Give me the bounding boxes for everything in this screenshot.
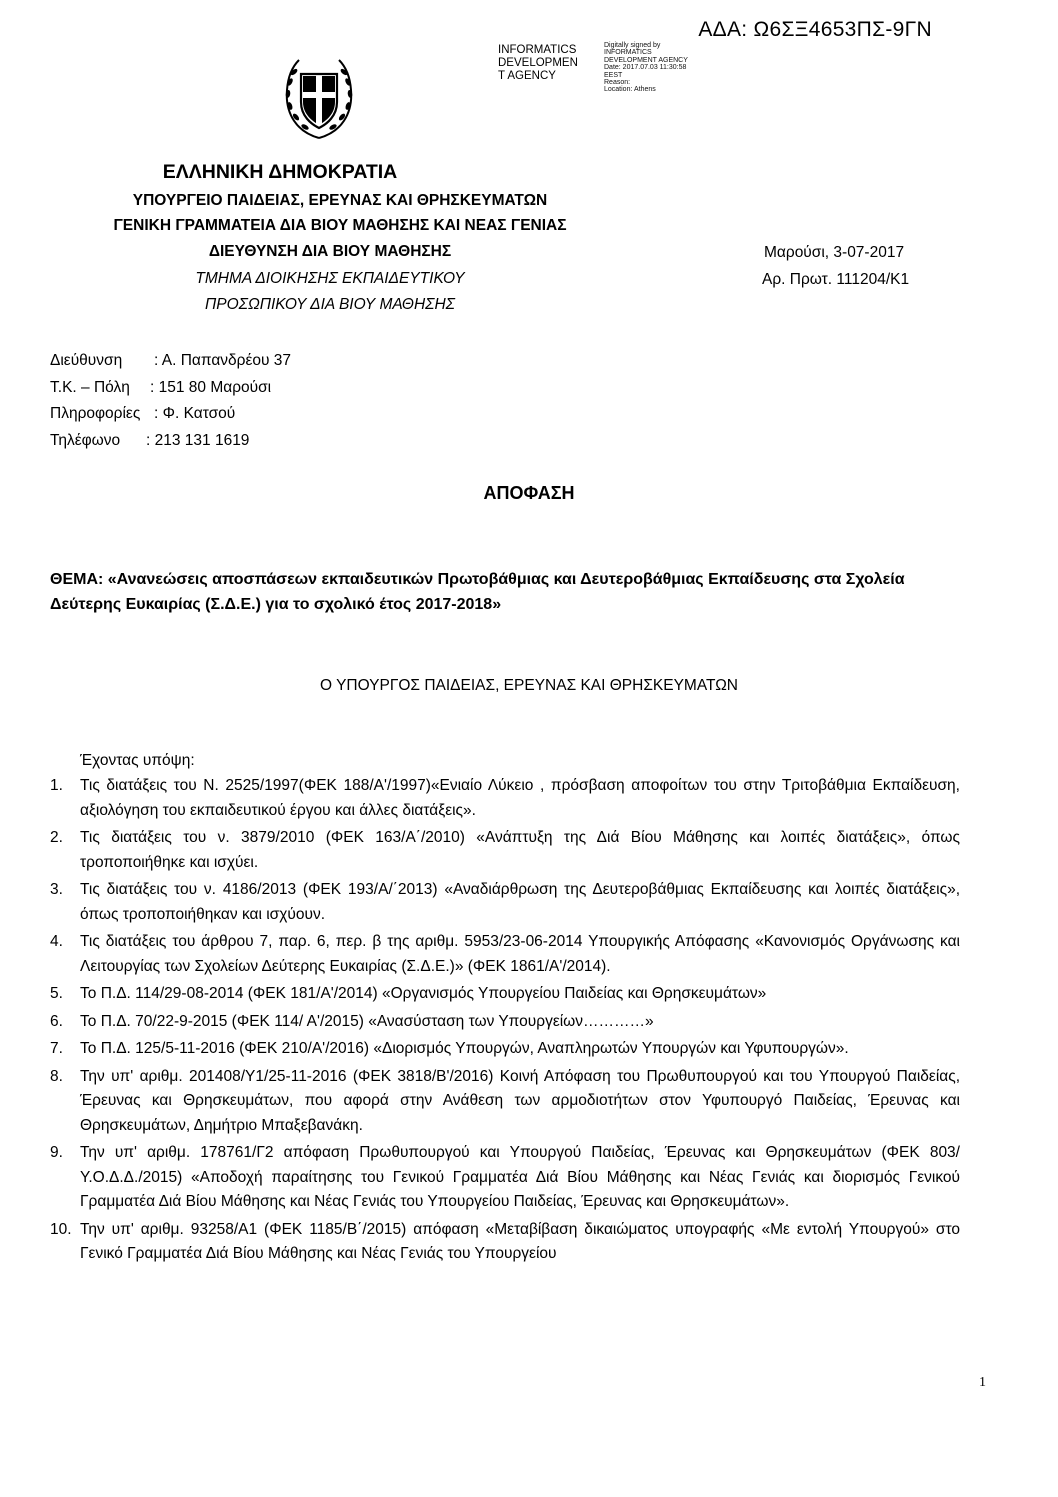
contact-label: Διεύθυνση	[50, 352, 123, 369]
signature-organization	[498, 44, 578, 83]
signature-org-line: DEVELOPMEN	[498, 57, 578, 69]
list-item-text: Το Π.Δ. 114/29-08-2014 (ΦΕΚ 181/Α'/2014) «Οργανισμός Υπουργείου Παιδείας και Θρησκευμάτων»	[80, 985, 767, 1002]
signature-details	[604, 42, 688, 94]
protocol-number: Αρ. Πρωτ. 111204/Κ1	[762, 271, 910, 288]
contact-value: : 213 131 1619	[146, 431, 250, 449]
page-number: 1	[979, 1375, 986, 1390]
subject-text: ΘΕΜΑ: «Ανανεώσεις αποσπάσεων εκπαιδευτικών Πρωτοβάθμιας και Δευτεροβάθμιας Εκπαίδευσης στα Σχολεία Δεύτερης Ευκαιρίας (Σ.Δ.Ε.) για το σχολικό έτος 2017-2018»	[50, 571, 905, 613]
list-item	[50, 982, 960, 1007]
list-item	[50, 1218, 960, 1267]
list-item-text: Τις διατάξεις του ν. 4186/2013 (ΦΕΚ 193/Α/΄2013) «Αναδιάρθρωση της Δευτεροβάθμιας Εκπαίδευσης και λοιπές διατάξεις», όπως τροποποιήθηκαν και ισχύουν.	[80, 881, 960, 923]
contact-row	[50, 348, 291, 375]
contact-block	[50, 348, 291, 454]
contact-row	[50, 428, 291, 455]
signature-detail-line: Reason:	[604, 79, 631, 87]
considerations-list	[50, 774, 960, 1270]
department-heading-line2: ΠΡΟΣΩΠΙΚΟΥ ΔΙΑ ΒΙΟΥ ΜΑΘΗΣΗΣ	[205, 296, 455, 313]
secretariat-heading: ΓΕΝΙΚΗ ΓΡΑΜΜΑΤΕΙΑ ΔΙΑ ΒΙΟΥ ΜΑΘΗΣΗΣ ΚΑΙ ΝΕΑΣ ΓΕΝΙΑΣ	[113, 217, 567, 234]
signature-detail-line: DEVELOPMENT AGENCY	[604, 56, 688, 64]
list-item-text: Την υπ' αριθμ. 178761/Γ2 απόφαση Πρωθυπουργού και Υπουργού Παιδείας, Έρευνας και Θρησκευμάτων (ΦΕΚ 803/Υ.Ο.Δ.Δ./2015) «Αποδοχή παραίτησης του Γενικού Γραμματέα Διά Βίου Μάθησης και Νέας Γενιάς και διορισμός Γενικού Γραμματέα Διά Βίου Μάθησης και Νέας Γενιάς του Υπουργείου Παιδείας, Έρευνας και Θρησκευμάτων».	[80, 1144, 960, 1210]
contact-value: : Α. Παπανδρέου 37	[154, 352, 292, 369]
list-item-number: 6.	[50, 1012, 63, 1030]
contact-label: Πληροφορίες	[50, 405, 141, 422]
list-item-number: 2.	[50, 829, 63, 846]
considering-intro: Έχοντας υπόψη:	[80, 752, 195, 769]
contact-value: : 151 80 Μαρούσι	[150, 378, 272, 396]
contact-label: Τ.Κ. – Πόλη	[50, 378, 130, 396]
republic-heading: ΕΛΛΗΝΙΚΗ ΔΗΜΟΚΡΑΤΙΑ	[162, 161, 398, 183]
minister-heading: Ο ΥΠΟΥΡΓΟΣ ΠΑΙΔΕΙΑΣ, ΕΡΕΥΝΑΣ ΚΑΙ ΘΡΗΣΚΕΥΜΑΤΩΝ	[319, 677, 738, 694]
signature-detail-line: Digitally signed by	[604, 42, 661, 49]
list-item	[50, 878, 960, 927]
list-item	[50, 1141, 960, 1215]
signature-detail-line: Date: 2017.07.03 11:30:58	[604, 64, 687, 72]
list-item	[50, 826, 960, 875]
list-item-number: 3.	[50, 881, 63, 898]
list-item	[50, 1065, 960, 1139]
list-item-text: Το Π.Δ. 125/5-11-2016 (ΦΕΚ 210/Α'/2016) «Διορισμός Υπουργών, Αναπληρωτών Υπουργών και Υφυπουργών».	[80, 1040, 849, 1057]
signature-org-line: INFORMATICS	[498, 44, 577, 56]
coat-of-arms-emblem	[279, 52, 359, 144]
list-item	[50, 774, 960, 823]
list-item-text: Το Π.Δ. 70/22-9-2015 (ΦΕΚ 114/ Α'/2015) «Ανασύσταση των Υπουργείων…………»	[80, 1012, 654, 1030]
contact-row	[50, 401, 291, 428]
list-item-number: 4.	[50, 933, 63, 950]
place-date: Μαρούσι, 3-07-2017	[764, 244, 905, 261]
list-item	[50, 1037, 960, 1062]
contact-row	[50, 375, 291, 402]
list-item-text: Τις διατάξεις του ν. 3879/2010 (ΦΕΚ 163/Α΄/2010) «Ανάπτυξη της Διά Βίου Μάθησης και λοιπές διατάξεις», όπως τροποποιήθηκε και ισχύει.	[80, 829, 960, 871]
list-item-number: 7.	[50, 1040, 63, 1057]
list-item-number: 9.	[50, 1144, 63, 1161]
ada-code: ΑΔΑ: Ω6ΣΞ4653ΠΣ-9ΓΝ	[698, 18, 932, 41]
contact-label: Τηλέφωνο	[50, 431, 121, 449]
list-item-text: Την υπ' αριθμ. 93258/Α1 (ΦΕΚ 1185/Β΄/2015) απόφαση «Μεταβίβαση δικαιώματος υπογραφής «Με εντολή Υπουργού» στο Γενικό Γραμματέα Διά Βίου Μάθησης και Νέας Γενιάς του Υπουργείου	[80, 1220, 960, 1262]
contact-value: : Φ. Κατσού	[154, 405, 236, 422]
signature-detail-line: Location: Athens	[604, 86, 656, 94]
list-item-number: 8.	[50, 1067, 63, 1085]
signature-detail-line: EEST	[604, 71, 623, 79]
signature-detail-line: INFORMATICS	[604, 49, 652, 57]
list-item-number: 10.	[50, 1220, 72, 1238]
list-item-text: Την υπ' αριθμ. 201408/Υ1/25-11-2016 (ΦΕΚ 3818/Β'/2016) Κοινή Απόφαση του Πρωθυπουργού και του Υπουργού Παιδείας, Έρευνας και Θρησκευμάτων, που αφορά στην Ανάθεση των αρμοδιοτήτων στον Υφυπουργό Παιδείας, Έρευνας και Θρησκευμάτων, Δημήτριο Μπαξεβανάκη.	[80, 1067, 960, 1134]
list-item-number: 5.	[50, 985, 63, 1002]
department-heading-line1: ΤΜΗΜΑ ΔΙΟΙΚΗΣΗΣ ΕΚΠΑΙΔΕΥΤΙΚΟΥ	[195, 270, 465, 287]
list-item	[50, 1010, 960, 1035]
ministry-heading: ΥΠΟΥΡΓΕΙΟ ΠΑΙΔΕΙΑΣ, ΕΡΕΥΝΑΣ ΚΑΙ ΘΡΗΣΚΕΥΜΑΤΩΝ	[132, 192, 548, 209]
list-item-text: Τις διατάξεις του άρθρου 7, παρ. 6, περ. β της αριθμ. 5953/23-06-2014 Υπουργικής Απόφασης «Κανονισμός Οργάνωσης και Λειτουργίας των Σχολείων Δεύτερης Ευκαιρίας (Σ.Δ.Ε.)» (ΦΕΚ 1861/Α'/2014).	[80, 933, 960, 975]
directorate-heading: ΔΙΕΥΘΥΝΣΗ ΔΙΑ ΒΙΟΥ ΜΑΘΗΣΗΣ	[208, 243, 452, 260]
decision-title: ΑΠΟΦΑΣΗ	[483, 483, 575, 503]
signature-org-line: T AGENCY	[498, 70, 556, 82]
list-item-number: 1.	[50, 777, 63, 794]
list-item-text: Τις διατάξεις του Ν. 2525/1997(ΦΕΚ 188/Α'/1997)«Ενιαίο Λύκειο , πρόσβαση αποφοίτων του στην Τριτοβάθμια Εκπαίδευση, αξιολόγηση του εκπαιδευτικού έργου και άλλες διατάξεις».	[80, 777, 960, 819]
list-item	[50, 930, 960, 979]
